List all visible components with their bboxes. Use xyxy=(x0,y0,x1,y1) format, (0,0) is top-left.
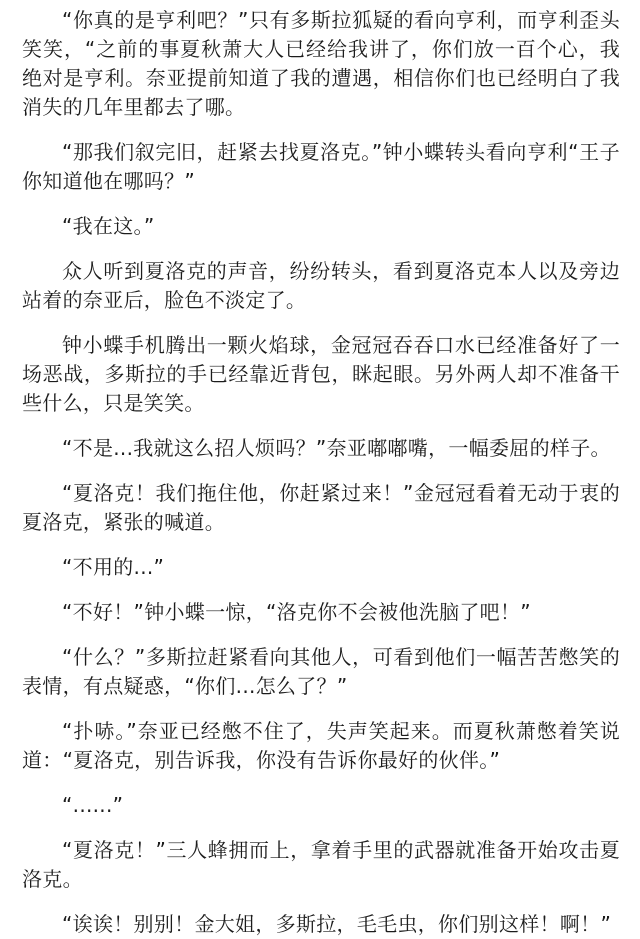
paragraph: “......” xyxy=(62,793,124,817)
paragraph: “夏洛克！”三人蜂拥而上，拿着手里的武器就准备开始攻击夏洛克。 xyxy=(22,838,620,891)
paragraph: 钟小蝶手机腾出一颗火焰球，金冠冠吞吞口水已经准备好了一场恶战，多斯拉的手已经靠近背包，眯起眼。另外两人却不准备干些什么，只是笑笑。 xyxy=(22,333,620,415)
paragraph: “不好！”钟小蝶一惊，“洛克你不会被他洗脑了吧！” xyxy=(62,600,531,624)
paragraph: “不是...我就这么招人烦吗？”奈亚嘟嘟嘴，一幅委屈的样子。 xyxy=(62,436,611,460)
paragraph: “什么？”多斯拉赶紧看向其他人，可看到他们一幅苦苦憋笑的表情，有点疑惑，“你们...怎么了？” xyxy=(22,645,620,698)
paragraph: “不用的...” xyxy=(62,555,165,579)
paragraph: “夏洛克！我们拖住他，你赶紧过来！”金冠冠看着无动于衷的夏洛克，紧张的喊道。 xyxy=(22,481,620,534)
paragraph: “你真的是亨利吧？”只有多斯拉狐疑的看向亨利，而亨利歪头笑笑，“之前的事夏秋萧大人已经给我讲了，你们放一百个心，我绝对是亨利。奈亚提前知道了我的遭遇，相信你们也已经明白了我消失的几年里都去了哪。 xyxy=(22,8,620,119)
paragraph: “扑哧。”奈亚已经憋不住了，失声笑起来。而夏秋萧憋着笑说道：“夏洛克，别告诉我，你没有告诉你最好的伙伴。” xyxy=(22,719,620,772)
paragraph: 众人听到夏洛克的声音，纷纷转头，看到夏洛克本人以及旁边站着的奈亚后，脸色不淡定了。 xyxy=(22,259,620,312)
paragraph: “那我们叙完旧，赶紧去找夏洛克。”钟小蝶转头看向亨利“王子你知道他在哪吗？” xyxy=(22,140,620,193)
paragraph: “我在这。” xyxy=(62,214,155,238)
paragraph: “诶诶！别别！金大姐，多斯拉，毛毛虫，你们别这样！啊！” xyxy=(62,912,612,936)
